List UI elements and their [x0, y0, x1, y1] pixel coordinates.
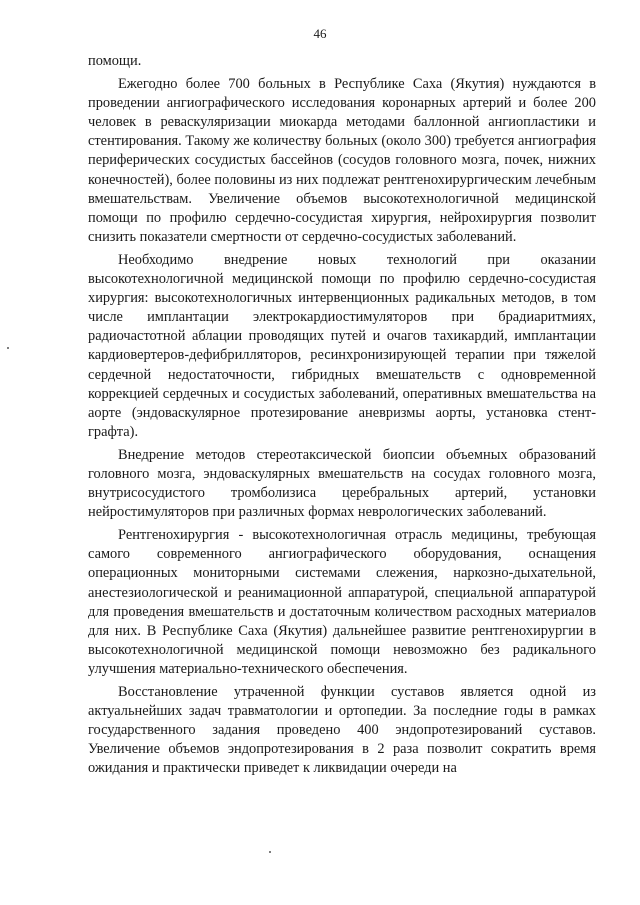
page-number: 46 [313, 26, 327, 41]
paragraph-joint-replacement: Восстановление утраченной функции суставов является одной из актуальнейших задач травматологии и ортопедии. За последние годы в рамках государственного задания проведено 400 эндопротезирований суставов. Увеличение объемов эндопротезирования в 2 раза позволит сократить время ожидания и практически приведет к ликвидации очереди на [88, 684, 596, 777]
paragraph-neurosurgery-methods: Внедрение методов стереотаксической биопсии объемных образований головного мозга, эндоваскулярных вмешательств на сосудах головного мозга, внутрисосудистого тромболизиса церебральных артерий, установки нейростимуляторов при различных формах неврологических заболеваний. [88, 446, 596, 521]
paragraph-x-ray-surgery: Рентгенохирургия - высокотехнологичная отрасль медицины, требующая самого современного ангиографического оборудования, оснащения операционных мониторными системами слежения, наркозно-дыхательной, анестезиологической и реанимационной аппаратурой, специальной аппаратурой для проведения вмешательств и достаточным количеством расходных материалов для них. В Республике Саха (Якутия) дальнейшее развитие рентгенохирургии в высокотехнологичной медицинской помощи невозможно без радикального улучшения материально-технического обеспечения. [88, 527, 596, 677]
scan-speck-left [7, 347, 9, 349]
body-text [88, 52, 596, 782]
scan-speck-bottom [269, 851, 271, 853]
paragraph-angiography-demand: Ежегодно более 700 больных в Республике Саха (Якутия) нуждаются в проведении ангиографического исследования коронарных артерий и более 200 человек в реваскуляризации миокарда методами баллонной ангиопластики и стентирования. Такому же количеству больных (около 300) требуется ангиография периферических сосудистых бассейнов (сосудов головного мозга, почек, нижних конечностей), более половины из них подлежат рентгенохирургическим лечебным вмешательствам. Увеличение объемов высокотехнологичной медицинской помощи по профилю сердечно-сосудистая хирургия, нейрохирургия позволит снизить показатели смертности от сердечно-сосудистых заболеваний. [88, 76, 596, 245]
paragraph-continuation: помощи. [88, 53, 142, 69]
paragraph-new-technologies: Необходимо внедрение новых технологий при оказании высокотехнологичной медицинской помощи по профилю сердечно-сосудистая хирургия: высокотехнологичных интервенционных радикальных методов, в том числе имплантации электрокардиостимуляторов при брадиаритмиях, радиочастотной аблации проводящих путей и очагов тахикардий, имплантации кардиовертеров-дефибрилляторов, ресинхронизирующей терапии при тяжелой сердечной недостаточности, гибридных вмешательств с одновременной коррекцией сердечных и сосудистых заболеваний, оперативных вмешательства на аорте (эндоваскулярное протезирование аневризмы аорты, установка стент-графта). [88, 251, 596, 440]
